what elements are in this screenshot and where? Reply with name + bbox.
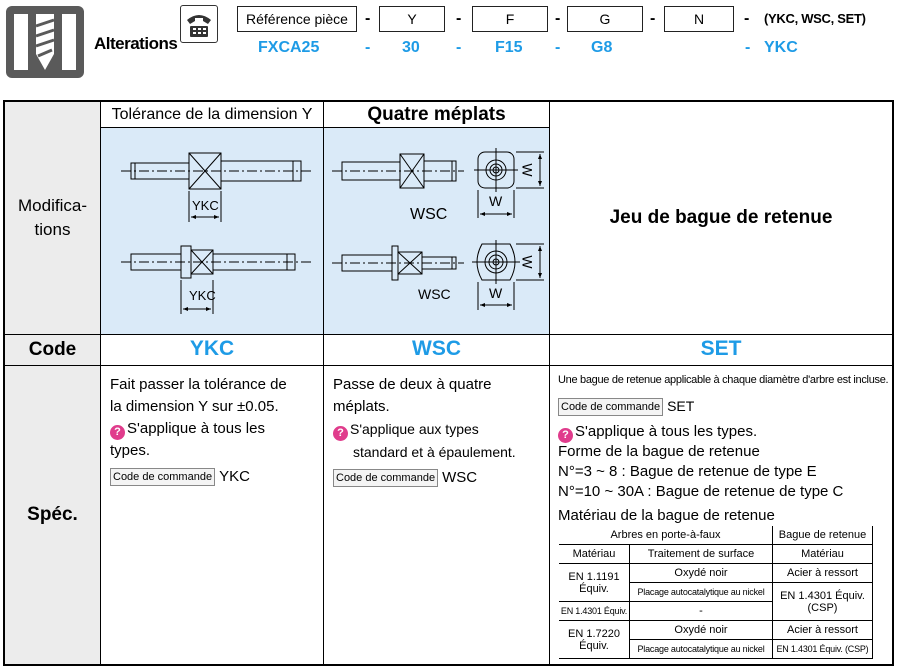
material-cell: EN 1.4301 Équiv. (CSP) [773,583,873,621]
wsc-shaft-drawing [324,128,550,335]
row-label-modifications: Modifica- tions [5,102,101,335]
example-y: 30 [402,39,420,56]
dash: - [650,10,656,27]
column-title-retaining-ring-set: Jeu de bague de retenue [550,102,892,335]
code-box-n: N [664,6,734,32]
spec-ykc [101,366,324,664]
material-header: Arbres en porte-à-faux [559,526,773,545]
dash: - [456,10,462,27]
material-cell: EN 1.1191 Équiv. [559,564,630,602]
alterations-logo-icon [6,6,84,78]
order-code-badge: Code de commande [110,468,215,486]
dash: - [456,39,462,56]
dim-label-w: W [489,285,503,301]
row-label-spec: Spéc. [5,366,101,664]
code-ykc: YKC [101,335,324,366]
spec-note: ? S'applique aux types [333,418,541,441]
material-header: Matériau [773,545,873,564]
spec-note: ? S'applique à tous les types. [558,423,757,443]
code-set: SET [550,335,892,366]
alteration-codes-list: (YKC, WSC, SET) [764,11,866,26]
material-cell: EN 1.7220 Équiv. [559,621,630,659]
spec-note-cont: standard et à épaulement. [353,444,516,460]
ykc-drawing-area [101,128,324,335]
ykc-shaft-drawing [101,128,324,335]
row-label-code: Code [5,335,101,366]
code-box-part-reference: Référence pièce [237,6,357,32]
material-cell: EN 1.4301 Équiv. [559,602,630,621]
order-code: Code de commande WSC [333,467,541,489]
spec-wsc [324,366,550,664]
dim-label-w: W [489,193,503,209]
example-f: F15 [495,39,523,56]
material-header: Bague de retenue [773,526,873,545]
code-box-g: G [567,6,643,32]
spec-text: Fait passer la tolérance de [110,376,287,393]
dim-label-ykc-top: YKC [192,198,219,213]
dim-label-wsc-bottom: WSC [418,286,451,302]
ring-form-line: N°=3 ~ 8 : Bague de retenue de type E [558,463,817,480]
material-header: Traitement de surface [630,545,773,564]
material-header: Matériau [559,545,630,564]
alterations-title: Alterations [94,34,178,53]
code-box-y: Y [379,6,445,32]
spec-note: ? S'applique à tous les [110,418,315,440]
ring-form-line: N°=10 ~ 30A : Bague de retenue de type C [558,483,844,500]
dash: - [745,39,751,56]
spec-text: méplats. [333,398,390,415]
spec-set-intro: Une bague de retenue applicable à chaque diamètre d'arbre est incluse. [558,374,889,386]
dim-label-w: W [519,255,536,269]
note-icon: ? [558,428,573,443]
dash: - [744,10,750,27]
dash: - [365,10,371,27]
phone-icon [180,5,218,43]
spec-text: la dimension Y sur ±0.05. [110,398,279,415]
material-cell: EN 1.4301 Équiv. (CSP) [773,640,873,659]
material-cell: Acier à ressort [773,564,873,583]
order-code: Code de commande SET [558,398,694,416]
code-box-f: F [472,6,548,32]
material-table [559,526,873,659]
order-code-badge: Code de commande [333,469,438,487]
material-cell: Oxydé noir [630,621,773,640]
column-title-y-tolerance: Tolérance de la dimension Y [101,102,324,128]
material-cell: - [630,602,773,621]
material-title: Matériau de la bague de retenue [558,507,775,524]
material-cell: Oxydé noir [630,564,773,583]
dim-label-ykc-bottom: YKC [189,288,216,303]
dim-label-w: W [519,163,536,177]
material-cell: Placage autocatalytique au nickel [630,640,773,659]
spec-note-cont: types. [110,442,151,459]
note-icon: ? [110,425,125,440]
column-title-four-flats: Quatre méplats [324,102,550,128]
example-part-number: FXCA25 [258,39,320,56]
order-code-badge: Code de commande [558,398,663,416]
dash: - [555,39,561,56]
dash: - [365,39,371,56]
note-icon: ? [333,426,348,441]
material-cell: Placage autocatalytique au nickel [630,583,773,602]
dash: - [555,10,561,27]
dim-label-wsc-top: WSC [410,206,448,223]
code-wsc: WSC [324,335,550,366]
example-g: G8 [591,39,613,56]
example-alteration: YKC [764,39,798,56]
spec-text: Passe de deux à quatre [333,376,492,393]
wsc-drawing-area [324,128,550,335]
order-code: Code de commande YKC [110,466,315,488]
material-cell: Acier à ressort [773,621,873,640]
ring-form-title: Forme de la bague de retenue [558,443,760,460]
